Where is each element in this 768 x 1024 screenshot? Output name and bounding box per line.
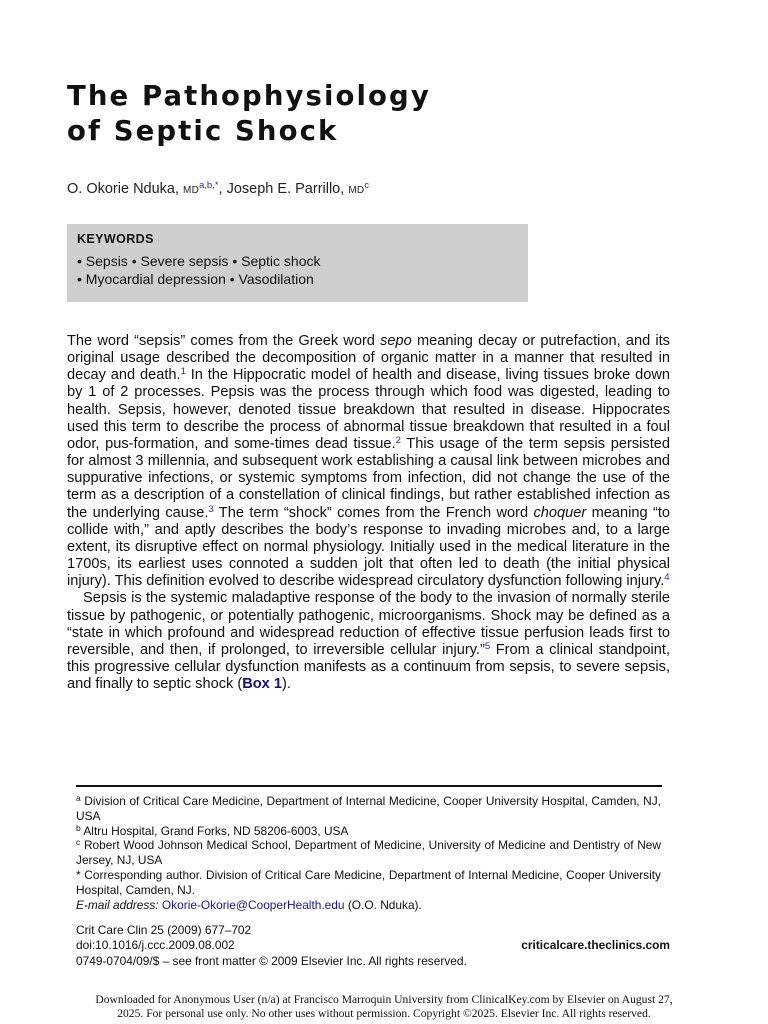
reference-link-3[interactable]: 3 xyxy=(208,503,214,515)
affiliation-c: Robert Wood Johnson Medical School, Department of Medicine, University of Medicine and Dentistry of New Jersey, NJ, USA xyxy=(76,838,661,868)
journal-website-link[interactable]: criticalcare.theclinics.com xyxy=(521,938,670,952)
author-2-affiliation-mark[interactable]: c xyxy=(364,180,370,191)
body-text-span: The word “sepsis” comes from the Greek word xyxy=(67,333,381,349)
reference-link-2[interactable]: 2 xyxy=(395,434,401,446)
doi[interactable]: doi:10.1016/j.ccc.2009.08.002 xyxy=(76,938,235,953)
copyright-line: 0749-0704/09/$ – see front matter © 2009 Elsevier Inc. All rights reserved. xyxy=(76,953,467,968)
download-notice xyxy=(40,993,728,1020)
article-title xyxy=(67,79,627,149)
email-line xyxy=(76,898,661,913)
reference-link-1[interactable]: 1 xyxy=(180,366,186,378)
keywords-line-1: • Sepsis • Severe sepsis • Septic shock xyxy=(77,253,321,269)
author-2-degree: MD xyxy=(348,185,365,196)
box-1-link[interactable]: Box 1 xyxy=(242,676,282,693)
body-text-span: The term “shock” comes from the French word xyxy=(213,504,534,521)
affiliation-a: Division of Critical Care Medicine, Department of Internal Medicine, Cooper University Hospital, Camden, NJ, USA xyxy=(76,794,661,823)
article-title-line-1: The Pathophysiology xyxy=(67,80,431,112)
footnote-mark-a: a xyxy=(76,793,81,803)
author-2-name: Joseph E. Parrillo, xyxy=(226,181,349,197)
email-label: E-mail address: xyxy=(76,897,159,912)
body-text-span: meaning decay or putrefaction, and its original usage described the decomposition of organic matter in a manner that resulted in decay and death. xyxy=(67,333,670,384)
reference-link-5[interactable]: 5 xyxy=(484,640,491,652)
footnote-mark-b: b xyxy=(76,822,81,833)
reference-link-4[interactable]: 4 xyxy=(664,572,670,584)
corresponding-author: * Corresponding author. Division of Critical Care Medicine, Department of Internal Medicine, Cooper University Hospital, Camden, NJ. xyxy=(76,867,661,897)
author-list xyxy=(67,180,369,197)
keywords-heading: KEYWORDS xyxy=(77,232,154,246)
footnote-divider xyxy=(76,785,662,787)
footnote-c xyxy=(76,838,661,868)
body-text-span: Sepsis is the systemic maladaptive response of the body to the invasion of normally sterile tissue by pathogenic, or potentially pathogenic, microorganisms. Shock may be defined as a “state in which profound and widespread reduction of effective tissue perfusion leads first to reversible, and then, if prolonged, to irreversible cellular injury.” xyxy=(67,590,670,658)
email-link[interactable]: Okorie-Okorie@CooperHealth.edu xyxy=(161,897,345,912)
email-owner: (O.O. Nduka). xyxy=(344,897,422,912)
article-body xyxy=(67,333,670,693)
journal-citation: Crit Care Clin 25 (2009) 677–702 xyxy=(76,923,252,937)
author-1-affiliation-marks[interactable]: a,b,* xyxy=(199,180,219,191)
body-text-span: ). xyxy=(281,676,291,693)
download-notice-line-2: 2025. For personal use only. No other uses without permission. Copyright ©2025. Elsevier Inc. All rights reserved. xyxy=(117,1006,651,1020)
keywords-line-2: • Myocardial depression • Vasodilation xyxy=(77,270,314,287)
footnote-b xyxy=(76,824,661,839)
body-paragraph-1 xyxy=(67,333,670,590)
citation-block xyxy=(76,923,467,969)
body-paragraph-2 xyxy=(67,590,670,693)
body-text-span: meaning “to collide with,” and aptly describes the body’s response to invading microbes and, to a large extent, its disruptive effect on normal physiology. Initially used in the medical literature in the 1700s, its earliest uses connoted a sudden jolt that often led to death (the initial physical injury). This definition evolved to describe widespread circulatory dysfunction following injury. xyxy=(67,504,671,590)
author-1-name: O. Okorie Nduka, xyxy=(67,181,184,197)
footnote-a xyxy=(76,794,661,824)
greek-word-sepo: sepo xyxy=(380,333,412,349)
footnotes xyxy=(76,794,661,912)
article-title-line-2: of Septic Shock xyxy=(67,115,339,147)
author-separator: , xyxy=(218,181,227,197)
author-1-degree: MD xyxy=(183,185,199,196)
footnote-mark-c: c xyxy=(76,837,81,848)
body-text-span: This usage of the term sepsis persisted for almost 3 millennia, and subsequent work establishing a causal link between microbes and suppurative infections, or systemic symptoms from infection, did not change the use of the term as a description of a constellation of clinical findings, but rather established infection as the underlying cause. xyxy=(67,435,670,521)
keywords-box xyxy=(67,224,528,302)
body-text-span: From a clinical standpoint, this progressive cellular dysfunction manifests as a continuum from sepsis, to severe sepsis, and finally to septic shock ( xyxy=(67,641,670,693)
body-text-span: In the Hippocratic model of health and disease, living tissues broke down by 1 of 2 processes. Pepsis was the process through which food was digested, leading to health. Sepsis, however, denoted tissue breakdown that resulted in disease. Hippocrates used this term to describe the process of abnormal tissue breakdown that resulted in a foul odor, pus-formation, and some-times dead tissue. xyxy=(67,367,670,452)
download-notice-line-1: Downloaded for Anonymous User (n/a) at Francisco Marroquin University from ClinicalKey.com by Elsevier on August 27, xyxy=(95,993,673,1006)
affiliation-b: Altru Hospital, Grand Forks, ND 58206-6003, USA xyxy=(80,823,349,838)
french-word-choquer: choquer xyxy=(533,504,587,521)
